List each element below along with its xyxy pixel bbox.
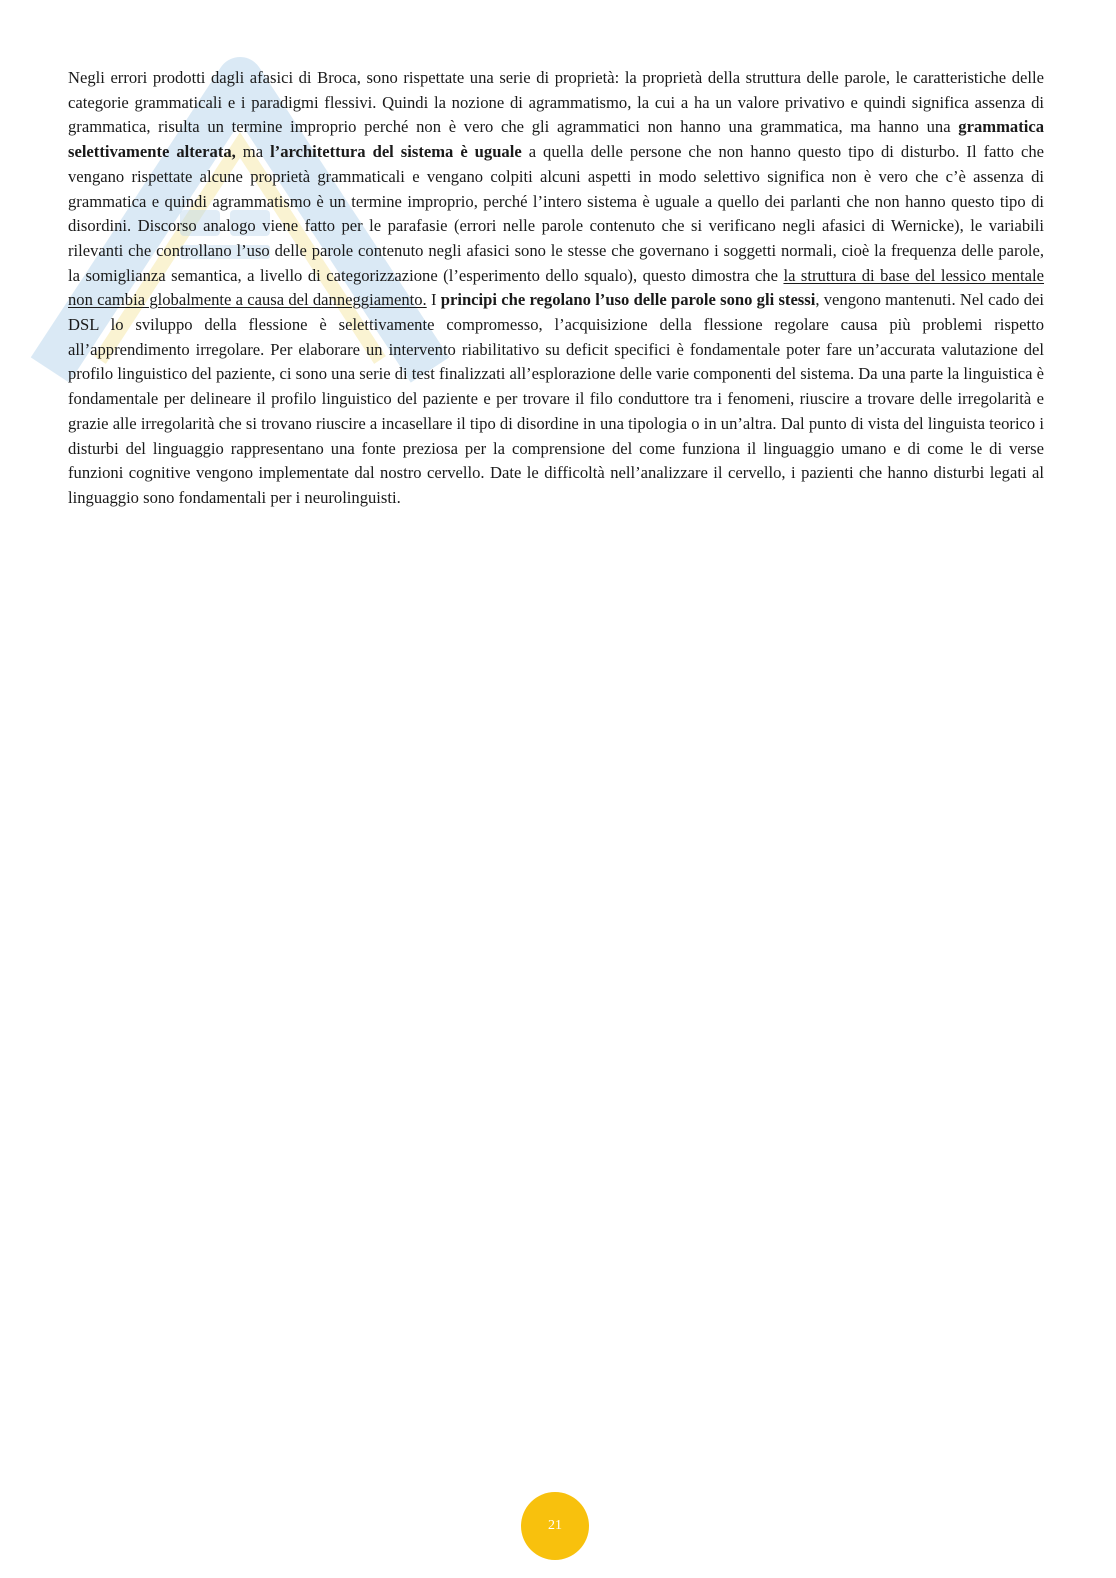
text-run: ma bbox=[235, 142, 271, 162]
page-number: 21 bbox=[548, 1518, 562, 1533]
bold-phrase: principi che regolano l’uso delle parole sono gli stessi bbox=[440, 290, 816, 310]
text-run: I bbox=[426, 290, 441, 310]
bold-phrase: grammatica selettivamente alterata, bbox=[68, 117, 1044, 162]
underlined-phrase: la struttura di base del lessico mentale non cambia globalmente a causa del danneggiamento. bbox=[68, 265, 1045, 310]
page-number-badge bbox=[521, 1492, 589, 1560]
body-paragraph bbox=[68, 66, 1044, 511]
bold-phrase: l’architettura del sistema è uguale bbox=[270, 142, 522, 162]
text-run: , vengono mantenuti. Nel cado dei DSL lo sviluppo della flessione è selettivamente compromesso, l’acquisizione della flessione regolare causa più problemi rispetto all’apprendimento irregolare. Per elaborare un intervento riabilitativo su deficit specifici è fondamentale poter fare un’accurata valutazione del profilo linguistico del paziente, ci sono una serie di test finalizzati all’esplorazione delle varie componenti del sistema. Da una parte la linguistica è fondamentale per delineare il profilo linguistico del paziente e per trovare il filo conduttore tra i fenomeni, riuscire a trovare delle irregolarità e grazie alle irregolarità che si trovano riuscire a incasellare il tipo di disordine in una tipologia o in un’altra. Dal punto di vista del linguista teorico i disturbi del linguaggio rappresentano una fonte preziosa per la comprensione del come funziona il linguaggio umano e di come le di verse funzioni cognitive vengono implementate dal nostro cervello. Date le difficoltà nell’analizzare il cervello, i pazienti che hanno disturbi legati al linguaggio sono fondamentali per i neurolinguisti. bbox=[68, 290, 1045, 507]
text-run: a quella delle persone che non hanno questo tipo di disturbo. Il fatto che vengano rispettate alcune proprietà grammaticali e vengano colpiti alcuni aspetti in modo selettivo significa non è vero che c’è assenza di grammatica e quindi agrammatismo è un termine improprio, perché l’intero sistema è uguale a quello dei parlanti che non hanno questo tipo di disordini. Discorso analogo viene fatto per le parafasie (errori nelle parole contenuto che si verificano negli afasici di Wernicke), le variabili rilevanti che controllano l’uso delle parole contenuto negli afasici sono le stesse che governano i soggetti normali, cioè la frequenza delle parole, la somiglianza semantica, a livello di categorizzazione (l’esperimento dello squalo), questo dimostra che bbox=[68, 142, 1044, 285]
text-run: Negli errori prodotti dagli afasici di Broca, sono rispettate una serie di proprietà: la proprietà della struttura delle parole, le caratteristiche delle categorie grammaticali e i paradigmi flessivi. Quindi la nozione di agrammatismo, la cui a ha un valore privativo e quindi significa assenza di grammatica, risulta un termine improprio perché non è vero che gli agrammatici non hanno una grammatica, ma hanno una bbox=[68, 68, 1044, 137]
